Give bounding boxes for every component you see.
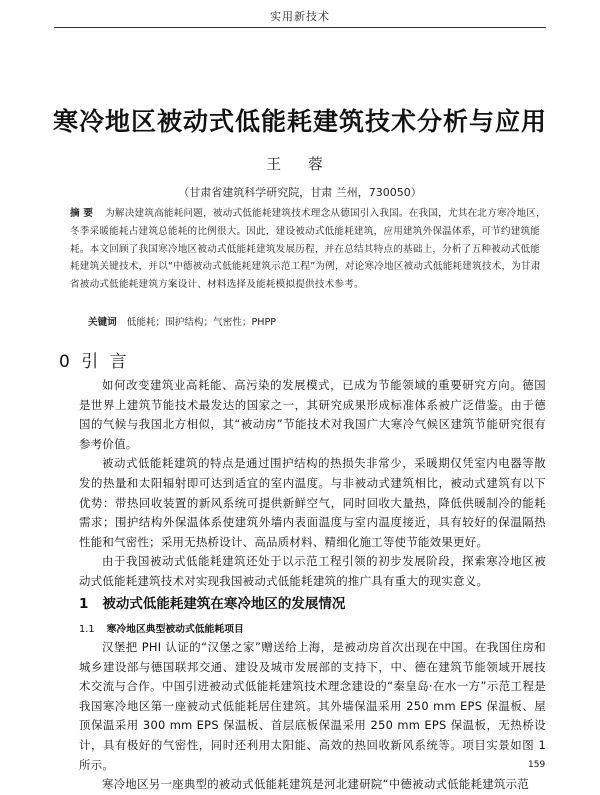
paragraph: 汉堡把 PHI 认证的“汉堡之家”赠送给上海，是被动房首次出现在中国。在我国住房和城乡建设部与德国联邦交通、建设及城市发展部的支持下，中、德在建筑节能领域开展技术交流与合作。中国引进被动式低能耗建筑技术理念建设的“秦皇岛·在水一方”示范工程是我国寒冷地区第一座被动式低能耗居住建筑。其外墙保温采用 250 mm EPS 保温板、屋顶保温采用 300 mm EPS 保温板、首层底板保温采用 250 mm EPS 保温板，无热桥设计，具有极好的气密性，同时还利用太阳能、高效的热回收新风系统等。项目实景如图 1 所示。 xyxy=(79,640,546,772)
subsection-1-1-heading xyxy=(79,621,244,635)
section-0-title: 引 言 xyxy=(81,352,130,372)
section-0-body xyxy=(79,376,546,592)
subsection-1-1-title: 寒冷地区典型被动式低能耗项目 xyxy=(106,624,244,635)
section-0-heading xyxy=(59,347,130,372)
page-number: 159 xyxy=(528,760,546,770)
section-1-title: 被动式低能耗建筑在寒冷地区的发展情况 xyxy=(102,596,346,612)
abstract-block xyxy=(70,205,546,294)
abstract-label: 摘 要 xyxy=(70,208,94,219)
keywords-label: 关键词 xyxy=(88,317,117,328)
article-title: 寒冷地区被动式低能耗建筑技术分析与应用 xyxy=(52,107,547,136)
paragraph: 由于我国被动式低能耗建筑还处于以示范工程引领的初步发展阶段，探索寒冷地区被动式低能耗建筑技术对实现我国被动式低能耗建筑的推广具有重大的现实意义。 xyxy=(79,554,546,588)
paragraph: 如何改变建筑业高耗能、高污染的发展模式，已成为节能领域的重要研究方向。德国是世界上建筑节能技术最发达的国家之一，其研究成果形成标准体系被广泛借鉴。由于德国的气候与我国北方相似，其“被动房”节能技术对我国广大寒冷气候区建筑节能研究很有参考价值。 xyxy=(79,378,546,451)
section-1-body xyxy=(79,638,546,795)
keywords-text: 低能耗；围护结构；气密性；PHPP xyxy=(126,317,277,328)
abstract-text: 为解决建筑高能耗问题，被动式低能耗建筑技术理念从德国引入我国。在我国，尤其在北方寒冷地区，冬季采暖能耗占建筑总能耗的比例很大。因此，建设被动式低能耗建筑，应用建筑外保温体系，可节约建筑能耗。本文回顾了我国寒冷地区被动式低能耗建筑发展历程，并在总结其特点的基础上，分析了五种被动式低能耗建筑关键技术，并以“中德被动式低能耗建筑示范工程”为例，对论寒冷地区被动式低能耗建筑技术，为甘肃省被动式低能耗建筑方案设计、材料选择及能耗模拟提供技术参考。 xyxy=(70,208,546,291)
keywords-block xyxy=(88,314,546,328)
paragraph: 被动式低能耗建筑的特点是通过围护结构的热损失非常少，采暖期仅凭室内电器等散发的热量和太阳辐射即可达到适宜的室内温度。与非被动式建筑相比，被动式建筑有以下优势：带热回收装置的新风系统可提供新鲜空气，同时回收大量热，降低供暖制冷的能耗需求；围护结构外保温体系使建筑外墙内表面温度与室内温度接近，具有较好的保温隔热性能和气密性；采用无热桥设计、高品质材料、精细化施工等使节能效果更好。 xyxy=(79,456,546,549)
section-0-number: 0 xyxy=(59,352,73,372)
paragraph: 寒冷地区另一座典型的被动式低能耗建筑是河北建研院“中德被动式低能耗建筑示范 xyxy=(102,777,530,792)
section-1-number: 1 xyxy=(79,596,89,612)
subsection-1-1-number: 1.1 xyxy=(79,624,95,635)
article-author: 王 蓉 xyxy=(266,155,334,173)
section-1-heading xyxy=(79,592,345,612)
journal-section-label: 实用新技术 xyxy=(270,10,330,23)
header-divider xyxy=(54,27,546,28)
author-affiliation: （甘肃省建筑科学研究院，甘肃 兰州，730050） xyxy=(178,186,422,199)
